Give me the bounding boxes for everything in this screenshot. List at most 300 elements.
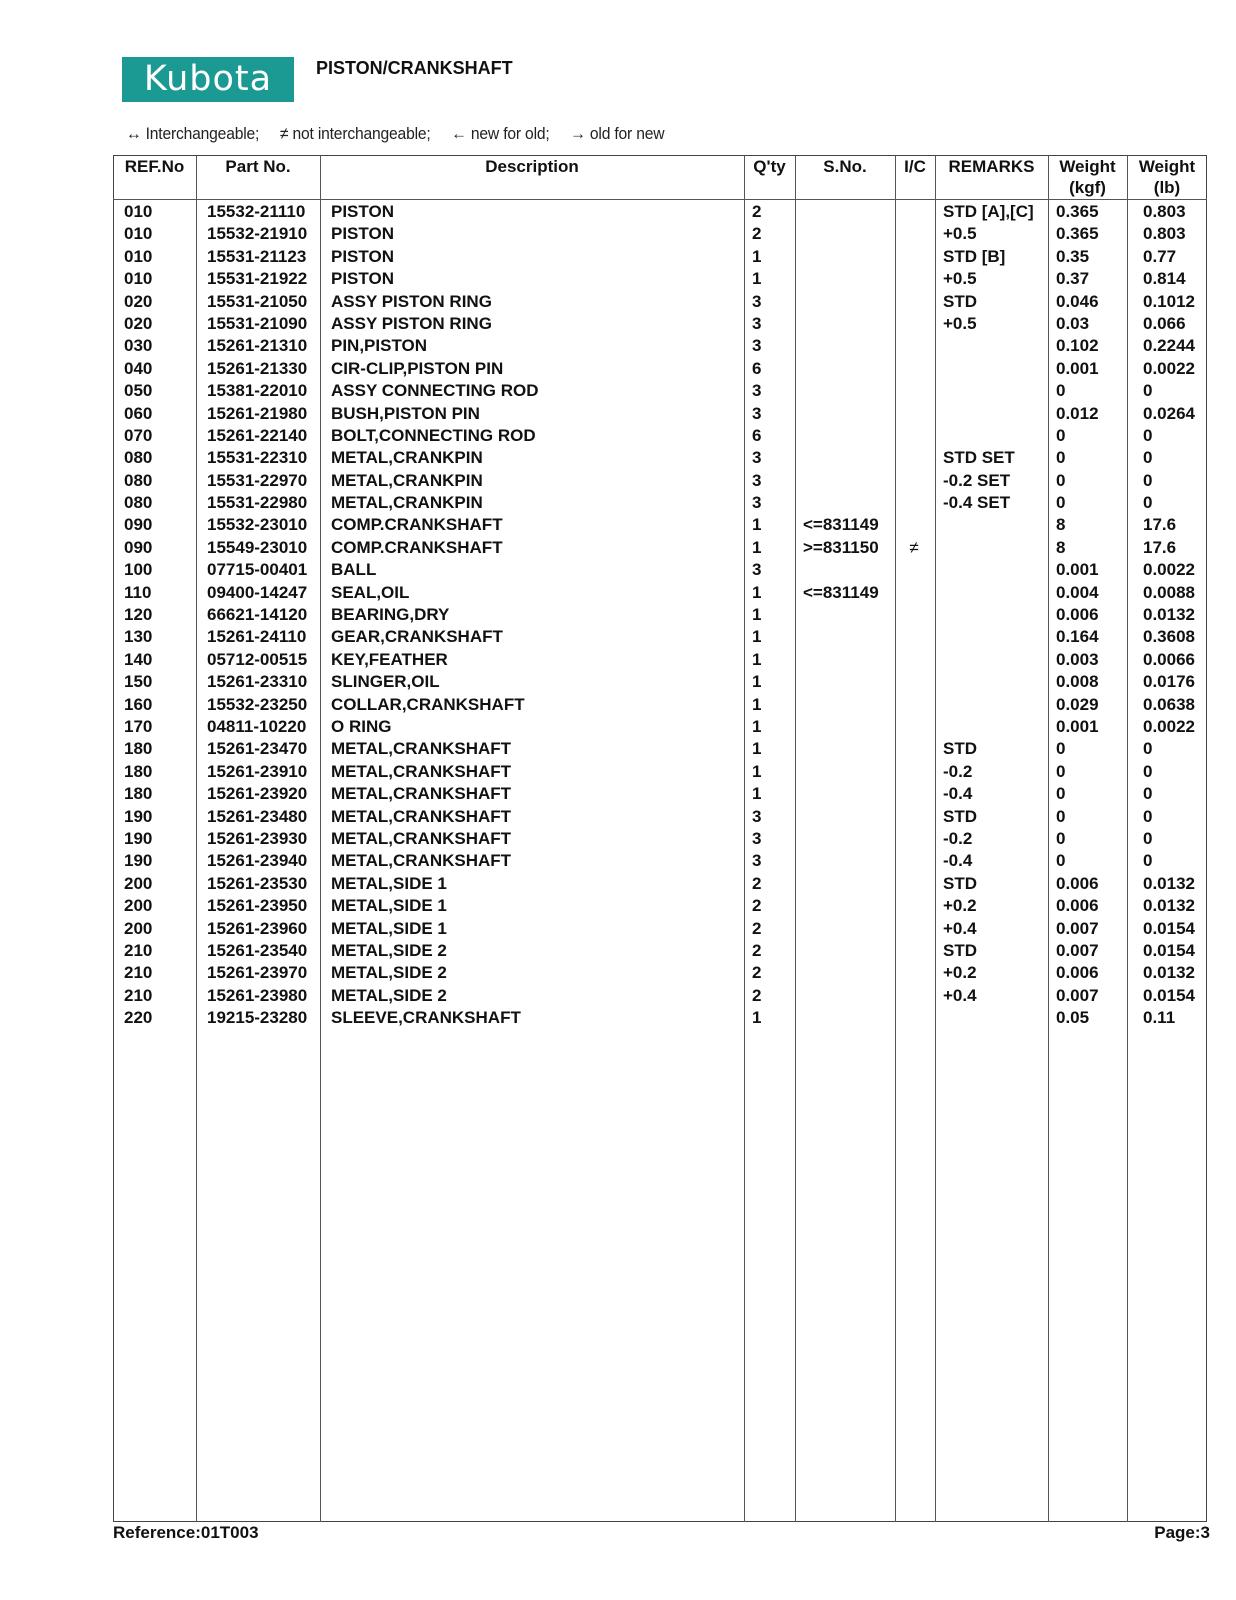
weight-kgf-cell: 0.008 — [1056, 672, 1099, 692]
weight-lb-cell: 0.0154 — [1143, 940, 1195, 960]
table-row — [0, 918, 1236, 940]
part-no-cell: 15261-23480 — [207, 806, 308, 826]
table-row — [0, 335, 1236, 357]
weight-lb-cell: 0.0132 — [1143, 963, 1195, 983]
remarks-cell: +0.5 — [943, 313, 977, 333]
legend-interchangeable: ↔ Interchangeable; — [126, 124, 260, 143]
table-row — [0, 626, 1236, 648]
weight-kgf-cell: 0 — [1056, 739, 1066, 759]
weight-kgf-cell: 0 — [1056, 493, 1066, 513]
quantity-cell: 2 — [752, 224, 762, 244]
part-no-cell: 15261-23970 — [207, 963, 308, 983]
quantity-cell: 2 — [752, 202, 762, 221]
table-row — [0, 783, 1236, 805]
ref-no-cell: 180 — [124, 761, 153, 781]
weight-lb-cell: 0.803 — [1143, 224, 1186, 244]
weight-lb-cell: 0.1012 — [1143, 291, 1195, 311]
remarks-cell: -0.4 SET — [943, 493, 1011, 513]
ref-no-cell: 020 — [124, 291, 153, 311]
description-cell: COMP.CRANKSHAFT — [331, 515, 503, 535]
quantity-cell: 3 — [752, 448, 762, 468]
table-row — [0, 962, 1236, 984]
description-cell: SLINGER,OIL — [331, 672, 440, 692]
weight-lb-cell: 0.0132 — [1143, 896, 1195, 916]
part-no-cell: 15531-21090 — [207, 313, 308, 333]
weight-kgf-cell: 0.006 — [1056, 605, 1099, 625]
table-row — [0, 514, 1236, 536]
quantity-cell: 1 — [752, 784, 762, 804]
quantity-cell: 2 — [752, 940, 762, 960]
header-weight-lb: Weight (lb) — [1138, 157, 1196, 197]
header-weight-kgf: Weight (kgf) — [1059, 157, 1116, 197]
header-qty: Q'ty — [753, 157, 786, 176]
description-cell: METAL,SIDE 2 — [331, 940, 447, 960]
interchangeability-cell: ≠ — [909, 537, 919, 557]
ref-no-cell: 100 — [124, 560, 153, 580]
weight-kgf-cell: 0.001 — [1056, 560, 1099, 580]
quantity-cell: 1 — [752, 605, 762, 625]
ref-no-cell: 120 — [124, 605, 153, 625]
weight-lb-cell: 0.0154 — [1143, 985, 1195, 1005]
part-no-cell: 07715-00401 — [207, 560, 308, 580]
weight-kgf-cell: 0.006 — [1056, 896, 1099, 916]
ref-no-cell: 180 — [124, 784, 153, 804]
description-cell: METAL,CRANKSHAFT — [331, 761, 512, 781]
serial-no-cell: <=831149 — [803, 582, 879, 602]
table-row — [0, 985, 1236, 1007]
weight-kgf-cell: 0 — [1056, 806, 1066, 826]
description-cell: METAL,CRANKSHAFT — [331, 806, 512, 826]
quantity-cell: 2 — [752, 873, 762, 893]
weight-kgf-cell: 0.05 — [1056, 1008, 1090, 1028]
ref-no-cell: 200 — [124, 873, 153, 893]
header-ref-no: REF.No — [124, 157, 185, 176]
weight-kgf-cell: 0.029 — [1056, 694, 1099, 714]
quantity-cell: 3 — [752, 313, 762, 333]
remarks-cell: +0.2 — [943, 963, 977, 983]
description-cell: METAL,CRANKPIN — [331, 493, 483, 513]
logo-text: Kubota — [143, 59, 273, 99]
part-no-cell: 15261-23940 — [207, 851, 308, 871]
weight-kgf-cell: 0 — [1056, 381, 1066, 401]
description-cell: CIR-CLIP,PISTON PIN — [331, 358, 504, 378]
header-serial-no: S.No. — [823, 157, 867, 176]
ref-no-cell: 010 — [124, 224, 153, 244]
description-cell: METAL,CRANKSHAFT — [331, 828, 512, 848]
ref-no-cell: 130 — [124, 627, 153, 647]
remarks-cell: -0.2 — [943, 761, 973, 781]
remarks-cell: STD [B] — [943, 246, 1006, 266]
table-row — [0, 223, 1236, 245]
ref-no-cell: 040 — [124, 358, 153, 378]
description-cell: METAL,SIDE 2 — [331, 985, 447, 1005]
table-row — [0, 850, 1236, 872]
quantity-cell: 1 — [752, 269, 762, 289]
table-row — [0, 761, 1236, 783]
ref-no-cell: 010 — [124, 202, 153, 221]
weight-lb-cell: 0.11 — [1143, 1008, 1176, 1028]
part-no-cell: 15261-23920 — [207, 784, 308, 804]
quantity-cell: 3 — [752, 851, 762, 871]
page-number: Page:3 — [1154, 1523, 1210, 1542]
weight-kgf-cell: 0 — [1056, 761, 1066, 781]
weight-kgf-cell: 0.003 — [1056, 649, 1099, 669]
ref-no-cell: 210 — [124, 985, 153, 1005]
description-cell: METAL,CRANKSHAFT — [331, 851, 512, 871]
page-title: PISTON/CRANKSHAFT — [316, 58, 513, 78]
quantity-cell: 1 — [752, 515, 762, 535]
legend-not-interchangeable: ≠ not interchangeable; — [279, 124, 431, 143]
reference-code: Reference:01T003 — [113, 1523, 259, 1542]
header-description: Description — [485, 157, 579, 176]
remarks-cell: STD [A],[C] — [943, 202, 1034, 221]
quantity-cell: 1 — [752, 649, 762, 669]
weight-kgf-cell: 0.37 — [1056, 269, 1090, 289]
interchangeability-legend — [126, 124, 681, 144]
weight-lb-cell: 0 — [1143, 806, 1153, 826]
ref-no-cell: 190 — [124, 828, 153, 848]
description-cell: BALL — [331, 560, 377, 580]
weight-lb-cell: 17.6 — [1143, 537, 1177, 557]
weight-lb-cell: 0.0264 — [1143, 403, 1195, 423]
weight-lb-cell: 0.803 — [1143, 202, 1186, 221]
weight-lb-cell: 0.0022 — [1143, 560, 1195, 580]
kubota-logo — [122, 57, 294, 102]
weight-kgf-cell: 0 — [1056, 448, 1066, 468]
description-cell: PISTON — [331, 246, 394, 266]
table-row — [0, 470, 1236, 492]
ref-no-cell: 190 — [124, 851, 153, 871]
part-no-cell: 15261-23960 — [207, 918, 308, 938]
weight-lb-cell: 0.0022 — [1143, 358, 1195, 378]
weight-kgf-cell: 0 — [1056, 784, 1066, 804]
quantity-cell: 3 — [752, 381, 762, 401]
parts-list — [0, 201, 1236, 1029]
description-cell: PIN,PISTON — [331, 336, 428, 356]
serial-no-cell: >=831150 — [803, 537, 879, 557]
weight-lb-cell: 0.814 — [1143, 269, 1186, 289]
description-cell: PISTON — [331, 224, 394, 244]
remarks-cell: STD — [943, 940, 977, 960]
description-cell: COLLAR,CRANKSHAFT — [331, 694, 525, 714]
weight-lb-cell: 0.0066 — [1143, 649, 1195, 669]
ref-no-cell: 080 — [124, 448, 153, 468]
table-row — [0, 649, 1236, 671]
quantity-cell: 3 — [752, 493, 762, 513]
description-cell: PISTON — [331, 269, 394, 289]
description-cell: METAL,SIDE 2 — [331, 963, 447, 983]
weight-kgf-cell: 0.004 — [1056, 582, 1099, 602]
part-no-cell: 15531-21123 — [207, 246, 307, 266]
part-no-cell: 15532-23250 — [207, 694, 308, 714]
part-no-cell: 15261-23950 — [207, 896, 308, 916]
description-cell: BOLT,CONNECTING ROD — [331, 425, 536, 445]
weight-kgf-cell: 8 — [1056, 537, 1066, 557]
weight-lb-cell: 0.0132 — [1143, 873, 1195, 893]
part-no-cell: 15261-21980 — [207, 403, 308, 423]
description-cell: GEAR,CRANKSHAFT — [331, 627, 503, 647]
weight-kgf-cell: 0.35 — [1056, 246, 1090, 266]
quantity-cell: 3 — [752, 806, 762, 826]
table-row — [0, 738, 1236, 760]
ref-no-cell: 020 — [124, 313, 153, 333]
table-row — [0, 940, 1236, 962]
table-row — [0, 671, 1236, 693]
ref-no-cell: 220 — [124, 1008, 153, 1028]
part-no-cell: 15531-22970 — [207, 470, 308, 490]
description-cell: COMP.CRANKSHAFT — [331, 537, 503, 557]
weight-kgf-cell: 0.006 — [1056, 963, 1099, 983]
table-row — [0, 895, 1236, 917]
remarks-cell: +0.4 — [943, 985, 977, 1005]
header-remarks: REMARKS — [948, 157, 1035, 176]
quantity-cell: 1 — [752, 716, 762, 736]
weight-lb-cell: 0 — [1143, 470, 1153, 490]
part-no-cell: 15261-21330 — [207, 358, 308, 378]
part-no-cell: 19215-23280 — [207, 1008, 308, 1028]
weight-kgf-cell: 0.012 — [1056, 403, 1099, 423]
remarks-cell: STD — [943, 739, 977, 759]
table-row — [0, 358, 1236, 380]
remarks-cell: +0.4 — [943, 918, 977, 938]
weight-kgf-cell: 0.03 — [1056, 313, 1090, 333]
ref-no-cell: 070 — [124, 425, 153, 445]
header-divider — [113, 199, 1207, 200]
table-row — [0, 403, 1236, 425]
ref-no-cell: 210 — [124, 940, 153, 960]
table-row — [0, 291, 1236, 313]
part-no-cell: 15261-21310 — [207, 336, 308, 356]
ref-no-cell: 010 — [124, 269, 153, 289]
ref-no-cell: 190 — [124, 806, 153, 826]
part-no-cell: 15261-23930 — [207, 828, 308, 848]
weight-lb-cell: 0 — [1143, 739, 1153, 759]
weight-kgf-cell: 0.365 — [1056, 224, 1099, 244]
weight-lb-cell: 0.77 — [1143, 246, 1177, 266]
weight-kgf-cell: 0 — [1056, 425, 1066, 445]
part-no-cell: 05712-00515 — [207, 649, 308, 669]
quantity-cell: 3 — [752, 336, 762, 356]
ref-no-cell: 030 — [124, 336, 153, 356]
quantity-cell: 6 — [752, 425, 762, 445]
remarks-cell: STD — [943, 291, 977, 311]
table-row — [0, 559, 1236, 581]
weight-kgf-cell: 0.046 — [1056, 291, 1099, 311]
weight-kgf-cell: 0 — [1056, 851, 1066, 871]
ref-no-cell: 090 — [124, 515, 153, 535]
quantity-cell: 2 — [752, 985, 762, 1005]
description-cell: METAL,SIDE 1 — [331, 918, 447, 938]
table-row — [0, 873, 1236, 895]
ref-no-cell: 080 — [124, 493, 153, 513]
table-row — [0, 537, 1236, 559]
description-cell: SEAL,OIL — [331, 582, 410, 602]
description-cell: METAL,SIDE 1 — [331, 896, 447, 916]
description-cell: BUSH,PISTON PIN — [331, 403, 480, 423]
weight-lb-cell: 17.6 — [1143, 515, 1177, 535]
table-row — [0, 582, 1236, 604]
part-no-cell: 15261-23530 — [207, 873, 308, 893]
table-row — [0, 1007, 1236, 1029]
quantity-cell: 1 — [752, 627, 762, 647]
remarks-cell: STD — [943, 806, 977, 826]
weight-kgf-cell: 0 — [1056, 828, 1066, 848]
quantity-cell: 1 — [752, 694, 762, 714]
table-row — [0, 246, 1236, 268]
legend-new-for-old: ← new for old; — [451, 124, 550, 143]
remarks-cell: -0.2 — [943, 828, 973, 848]
weight-kgf-cell: 0.102 — [1056, 336, 1099, 356]
part-no-cell: 15531-22310 — [207, 448, 308, 468]
part-no-cell: 15261-24110 — [207, 627, 307, 647]
table-row — [0, 313, 1236, 335]
weight-lb-cell: 0.0638 — [1143, 694, 1195, 714]
part-no-cell: 15531-21922 — [207, 269, 308, 289]
header-part-no: Part No. — [225, 157, 291, 176]
ref-no-cell: 080 — [124, 470, 153, 490]
legend-old-for-new: → old for new — [570, 124, 665, 143]
part-no-cell: 15261-22140 — [207, 425, 308, 445]
description-cell: PISTON — [331, 202, 394, 221]
quantity-cell: 3 — [752, 470, 762, 490]
quantity-cell: 2 — [752, 896, 762, 916]
part-no-cell: 15381-22010 — [207, 381, 308, 401]
table-row — [0, 380, 1236, 402]
part-no-cell: 15261-23980 — [207, 985, 308, 1005]
weight-lb-cell: 0 — [1143, 448, 1153, 468]
table-row — [0, 806, 1236, 828]
remarks-cell: STD SET — [943, 448, 1015, 468]
remarks-cell: -0.2 SET — [943, 470, 1011, 490]
description-cell: SLEEVE,CRANKSHAFT — [331, 1008, 521, 1028]
part-no-cell: 15261-23470 — [207, 739, 308, 759]
weight-lb-cell: 0 — [1143, 425, 1153, 445]
weight-kgf-cell: 0.007 — [1056, 918, 1099, 938]
weight-lb-cell: 0 — [1143, 784, 1153, 804]
description-cell: ASSY PISTON RING — [331, 291, 492, 311]
table-row — [0, 604, 1236, 626]
remarks-cell: +0.5 — [943, 269, 977, 289]
remarks-cell: +0.2 — [943, 896, 977, 916]
header-ic: I/C — [904, 157, 926, 176]
weight-lb-cell: 0.0088 — [1143, 582, 1195, 602]
ref-no-cell: 150 — [124, 672, 153, 692]
table-row — [0, 694, 1236, 716]
quantity-cell: 1 — [752, 246, 762, 266]
part-no-cell: 15261-23310 — [207, 672, 308, 692]
description-cell: METAL,CRANKPIN — [331, 448, 483, 468]
description-cell: METAL,CRANKSHAFT — [331, 784, 512, 804]
part-no-cell: 15532-23010 — [207, 515, 308, 535]
part-no-cell: 15261-23910 — [207, 761, 308, 781]
weight-kgf-cell: 0.164 — [1056, 627, 1099, 647]
weight-lb-cell: 0.0154 — [1143, 918, 1195, 938]
weight-lb-cell: 0 — [1143, 851, 1153, 871]
ref-no-cell: 140 — [124, 649, 153, 669]
description-cell: BEARING,DRY — [331, 605, 450, 625]
weight-kgf-cell: 0.365 — [1056, 202, 1099, 221]
weight-kgf-cell: 0 — [1056, 470, 1066, 490]
table-row — [0, 492, 1236, 514]
remarks-cell: -0.4 — [943, 784, 973, 804]
part-no-cell: 15531-21050 — [207, 291, 308, 311]
quantity-cell: 2 — [752, 963, 762, 983]
ref-no-cell: 200 — [124, 918, 153, 938]
ref-no-cell: 170 — [124, 716, 153, 736]
table-row — [0, 716, 1236, 738]
description-cell: KEY,FEATHER — [331, 649, 448, 669]
description-cell: METAL,CRANKPIN — [331, 470, 483, 490]
ref-no-cell: 090 — [124, 537, 153, 557]
quantity-cell: 1 — [752, 1008, 762, 1028]
remarks-cell: STD — [943, 873, 977, 893]
ref-no-cell: 180 — [124, 739, 153, 759]
table-row — [0, 828, 1236, 850]
quantity-cell: 1 — [752, 537, 762, 557]
weight-lb-cell: 0.0176 — [1143, 672, 1195, 692]
weight-kgf-cell: 0.001 — [1056, 716, 1099, 736]
part-no-cell: 15261-23540 — [207, 940, 308, 960]
weight-lb-cell: 0 — [1143, 381, 1153, 401]
part-no-cell: 15549-23010 — [207, 537, 308, 557]
ref-no-cell: 160 — [124, 694, 153, 714]
ref-no-cell: 060 — [124, 403, 153, 423]
weight-kgf-cell: 0.007 — [1056, 940, 1099, 960]
quantity-cell: 1 — [752, 761, 762, 781]
weight-lb-cell: 0 — [1143, 828, 1153, 848]
weight-kgf-cell: 8 — [1056, 515, 1066, 535]
quantity-cell: 1 — [752, 582, 762, 602]
weight-lb-cell: 0.066 — [1143, 313, 1186, 333]
weight-lb-cell: 0.2244 — [1143, 336, 1195, 356]
quantity-cell: 1 — [752, 672, 762, 692]
description-cell: ASSY CONNECTING ROD — [331, 381, 539, 401]
ref-no-cell: 200 — [124, 896, 153, 916]
weight-kgf-cell: 0.001 — [1056, 358, 1099, 378]
table-row — [0, 268, 1236, 290]
quantity-cell: 1 — [752, 739, 762, 759]
quantity-cell: 2 — [752, 918, 762, 938]
description-cell: METAL,CRANKSHAFT — [331, 739, 512, 759]
remarks-cell: -0.4 — [943, 851, 973, 871]
description-cell: O RING — [331, 716, 392, 736]
weight-lb-cell: 0.0022 — [1143, 716, 1195, 736]
serial-no-cell: <=831149 — [803, 515, 879, 535]
weight-lb-cell: 0 — [1143, 493, 1153, 513]
quantity-cell: 3 — [752, 403, 762, 423]
part-no-cell: 66621-14120 — [207, 605, 308, 625]
quantity-cell: 3 — [752, 560, 762, 580]
weight-kgf-cell: 0.006 — [1056, 873, 1099, 893]
part-no-cell: 15531-22980 — [207, 493, 308, 513]
quantity-cell: 3 — [752, 828, 762, 848]
part-no-cell: 04811-10220 — [207, 716, 307, 736]
weight-lb-cell: 0.3608 — [1143, 627, 1195, 647]
quantity-cell: 3 — [752, 291, 762, 311]
ref-no-cell: 110 — [124, 582, 152, 602]
description-cell: ASSY PISTON RING — [331, 313, 492, 333]
weight-lb-cell: 0.0132 — [1143, 605, 1195, 625]
description-cell: METAL,SIDE 1 — [331, 873, 447, 893]
ref-no-cell: 050 — [124, 381, 153, 401]
ref-no-cell: 210 — [124, 963, 153, 983]
table-row — [0, 447, 1236, 469]
part-no-cell: 15532-21910 — [207, 224, 308, 244]
remarks-cell: +0.5 — [943, 224, 977, 244]
part-no-cell: 09400-14247 — [207, 582, 308, 602]
weight-lb-cell: 0 — [1143, 761, 1153, 781]
table-row — [0, 201, 1236, 223]
